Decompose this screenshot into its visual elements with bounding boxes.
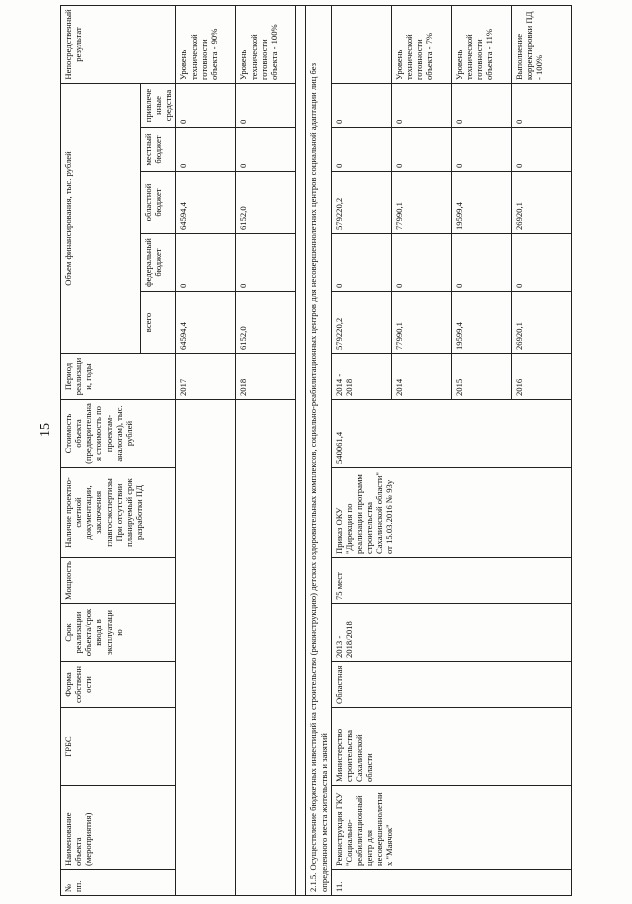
cell-year: 2014 - 2018 — [331, 354, 391, 400]
cell-object-num: 11. — [331, 870, 571, 896]
cell-federal: 0 — [451, 234, 511, 292]
cell-local: 0 — [511, 128, 571, 172]
section-row — [306, 6, 331, 896]
cell-local: 0 — [331, 128, 391, 172]
gap-row — [296, 6, 306, 896]
cell-year: 2017 — [176, 354, 236, 400]
empty-cell — [236, 400, 296, 896]
cell-result: Уровень технической готовности объекта - 7% — [391, 6, 451, 84]
cell-total: 579220,2 — [331, 292, 391, 354]
cell-attracted: 0 — [511, 84, 571, 128]
header-funding: Объем финансирования, тыс. рублей — [61, 84, 141, 354]
cell-total: 26920,1 — [511, 292, 571, 354]
cell-federal: 0 — [511, 234, 571, 292]
header-ownership: Форма собственности — [61, 662, 176, 708]
header-docs: Наличие проектно-сметной документации, заключения главгосэкспертизы При отсутствии планируемый срок разработки ПД — [61, 468, 176, 558]
cell-object-grbs: Министерство строительства Сахалинской области — [331, 708, 571, 786]
header-federal: федеральный бюджет — [141, 234, 176, 292]
cell-attracted: 0 — [176, 84, 236, 128]
cell-result: Уровень технической готовности объекта - 100% — [236, 6, 296, 84]
header-regional: областной бюджет — [141, 172, 176, 234]
cell-regional: 26920,1 — [511, 172, 571, 234]
cell-total: 77990,1 — [391, 292, 451, 354]
table-row — [331, 6, 391, 896]
cell-object-docs: Приказ ОКУ "Дирекция по реализации программ строительства Сахалинской области" от 15.03.2016 № 93у — [331, 468, 571, 558]
cell-federal: 0 — [176, 234, 236, 292]
cell-regional: 579220,2 — [331, 172, 391, 234]
header-result: Непосредственный результат — [61, 6, 176, 84]
cell-local: 0 — [236, 128, 296, 172]
header-num: № пп. — [61, 870, 176, 896]
cell-regional: 19599,4 — [451, 172, 511, 234]
table-row — [236, 6, 296, 896]
cell-total: 64594,4 — [176, 292, 236, 354]
cell-object-capacity: 75 мест — [331, 558, 571, 604]
table-row — [176, 6, 236, 896]
cell-year: 2016 — [511, 354, 571, 400]
page-number: 15 — [38, 423, 53, 437]
cell-federal: 0 — [331, 234, 391, 292]
cell-regional: 77990,1 — [391, 172, 451, 234]
cell-object-cost: 540061,4 — [331, 400, 571, 468]
cell-attracted: 0 — [236, 84, 296, 128]
cell-result: Выполнение корректировки ПД - 100% — [511, 6, 571, 84]
cell-total: 19599,4 — [451, 292, 511, 354]
header-attracted: привлеченные средства — [141, 84, 176, 128]
cell-year: 2018 — [236, 354, 296, 400]
cell-local: 0 — [391, 128, 451, 172]
cell-year: 2015 — [451, 354, 511, 400]
cell-result — [331, 6, 391, 84]
cell-year: 2014 — [391, 354, 451, 400]
header-total: всего — [141, 292, 176, 354]
empty-cell — [176, 400, 236, 896]
header-local: местный бюджет — [141, 128, 176, 172]
cell-regional: 6152,0 — [236, 172, 296, 234]
cell-result: Уровень технической готовности объекта - 11% — [451, 6, 511, 84]
cell-object-term: 2013 - 2018/2018 — [331, 604, 571, 662]
header-name: Наименование объекта (мероприятия) — [61, 786, 176, 870]
header-period: Период реализации, годы — [61, 354, 176, 400]
header-term: Срок реализации объекта/срок ввода в эксплуатацию — [61, 604, 176, 662]
cell-object-name: Реконструкция ГКУ "Социально-реабилитационный центр для несовершеннолетних "Маячок" — [331, 786, 571, 870]
cell-federal: 0 — [391, 234, 451, 292]
investment-table — [60, 5, 572, 896]
header-grbs: ГРБС — [61, 708, 176, 786]
gap-cell — [296, 6, 306, 896]
header-row — [61, 6, 141, 896]
cell-result: Уровень технической готовности объекта - 90% — [176, 6, 236, 84]
cell-attracted: 0 — [391, 84, 451, 128]
cell-object-ownership: Областная — [331, 662, 571, 708]
cell-local: 0 — [451, 128, 511, 172]
cell-attracted: 0 — [451, 84, 511, 128]
header-cost: Стоимость объекта (предварительная стоимость по проектам-аналогам), тыс. рублей — [61, 400, 176, 468]
cell-regional: 64594,4 — [176, 172, 236, 234]
cell-local: 0 — [176, 128, 236, 172]
header-capacity: Мощность — [61, 558, 176, 604]
section-title: 2.1.5. Осуществление бюджетных инвестиций на строительство (реконструкцию) детских оздоровительных комплексов, социально-реабилитационных центров для несовершеннолетних центров социальной адаптации лиц без определенного места жительства и занятий — [306, 6, 331, 896]
cell-federal: 0 — [236, 234, 296, 292]
cell-attracted: 0 — [331, 84, 391, 128]
cell-total: 6152,0 — [236, 292, 296, 354]
